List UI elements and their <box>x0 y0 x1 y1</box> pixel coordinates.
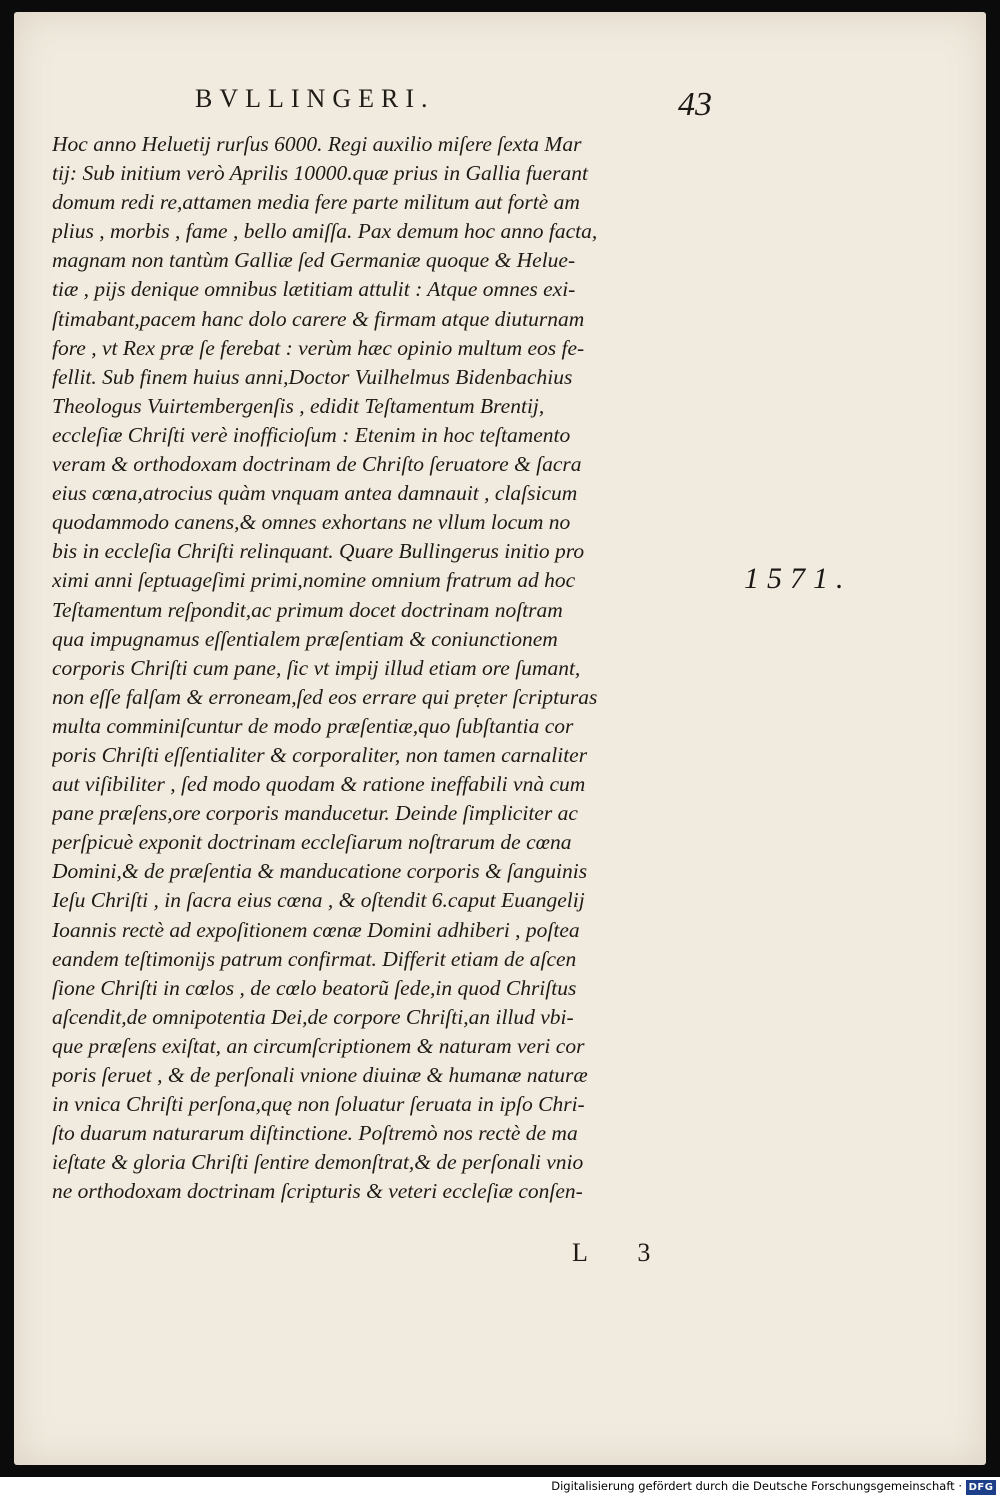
body-text <box>52 130 722 1206</box>
margin-year-note: 1571. <box>744 562 852 595</box>
text-line: domum redi re,attamen media fere parte militum aut fortè am <box>52 190 580 215</box>
text-line: quodammodo canens,& omnes exhortans ne vllum locum no <box>52 510 571 535</box>
text-line: multa comminiſcuntur de modo præſentiæ,quo ſubſtantia cor <box>52 713 574 738</box>
text-line: aſcendit,de omnipotentia Dei,de corpore Chriſti,an illud vbi- <box>52 1004 574 1029</box>
text-line: magnam non tantùm Galliæ ſed Germaniæ quoque & Helue- <box>52 248 576 273</box>
signature-mark: L 3 <box>572 1238 673 1267</box>
running-head: BVLLINGERI. <box>195 84 435 113</box>
text-line: bis in eccleſia Chriſti relinquant. Quare Bullingerus initio pro <box>52 539 585 564</box>
text-line: ne orthodoxam doctrinam ſcripturis & veteri eccleſiæ conſen- <box>52 1179 583 1204</box>
text-line: ximi anni ſeptuageſimi primi,nomine omnium fratrum ad hoc <box>52 568 576 593</box>
text-line: veram & orthodoxam doctrinam de Chriſto ſeruatore & ſacra <box>52 452 582 477</box>
page-number: 43 <box>678 86 712 123</box>
text-line: tiæ , pijs denique omnibus lætitiam attulit : Atque omnes exi- <box>52 277 576 302</box>
text-line: perſpicuè exponit doctrinam eccleſiarum noſtrarum de cœna <box>52 830 572 855</box>
text-line: tij: Sub initium verò Aprilis 10000.quæ prius in Gallia fuerant <box>52 161 588 186</box>
text-line: Teſtamentum reſpondit,ac primum docet doctrinam noſtram <box>52 597 563 622</box>
text-line: in vnica Chriſti perſona,quę non ſoluatur ſeruata in ipſo Chri- <box>52 1092 585 1117</box>
text-line: eius cœna,atrocius quàm vnquam antea damnauit , claſsicum <box>52 481 578 506</box>
text-line: Ieſu Chriſti , in ſacra eius cœna , & oſtendit 6.caput Euangelij <box>52 888 585 913</box>
text-line: ſione Chriſti in cœlos , de cœlo beatorũ ſede,in quod Chriſtus <box>52 975 577 1000</box>
text-line: Theologus Vuirtembergenſis , edidit Teſtamentum Brentij, <box>52 393 545 418</box>
text-line: ſtimabant,pacem hanc dolo carere & firmam atque diuturnam <box>52 306 585 331</box>
funding-credit: Digitalisierung gefördert durch die Deutsche Forschungsgemeinschaft · <box>551 1479 962 1493</box>
dfg-logo: DFG <box>966 1480 996 1495</box>
text-line: pane præſens,ore corporis manducetur. Deinde ſimpliciter ac <box>52 801 578 826</box>
text-line: plius , morbis , fame , bello amiſſa. Pax demum hoc anno facta, <box>52 219 598 244</box>
text-line: Ioannis rectè ad expoſitionem cœnæ Domini adhiberi , poſtea <box>52 917 580 942</box>
text-line: que præſens exiſtat, an circumſcriptionem & naturam veri cor <box>52 1033 585 1058</box>
text-line: corporis Chriſti cum pane, ſic vt impij illud etiam ore ſumant, <box>52 655 581 680</box>
text-line: Hoc anno Heluetij rurſus 6000. Regi auxilio miſere ſexta Mar <box>52 132 582 156</box>
text-line: non eſſe falſam & erroneam,ſed eos errare qui prẹter ſcripturas <box>52 684 598 709</box>
text-line: poris ſeruet , & de perſonali vnione diuinæ & humanæ naturæ <box>52 1063 588 1087</box>
text-line: aut viſibiliter , ſed modo quodam & ratione ineffabili vnà cum <box>52 772 586 797</box>
text-line: fellit. Sub finem huius anni,Doctor Vuilhelmus Bidenbachius <box>52 364 573 389</box>
footer-bar <box>0 1477 1000 1499</box>
text-line: fore , vt Rex præ ſe ferebat : verùm hæc opinio multum eos fe- <box>52 335 585 360</box>
text-line: eccleſiæ Chriſti verè inofficioſum : Etenim in hoc teſtamento <box>52 422 571 447</box>
text-line: qua impugnamus eſſentialem præſentiam & coniunctionem <box>52 626 558 651</box>
text-line: ſto duarum naturarum diſtinctione. Poſtremò nos rectè de ma <box>52 1121 578 1146</box>
text-line: eandem teſtimonijs patrum confirmat. Differit etiam de aſcen <box>52 946 577 971</box>
text-line: Domini,& de præſentia & manducatione corporis & ſanguinis <box>52 859 588 884</box>
text-line: poris Chriſti eſſentialiter & corporaliter, non tamen carnaliter <box>52 742 588 767</box>
text-line: ieſtate & gloria Chriſti ſentire demonſtrat,& de perſonali vnio <box>52 1150 584 1175</box>
